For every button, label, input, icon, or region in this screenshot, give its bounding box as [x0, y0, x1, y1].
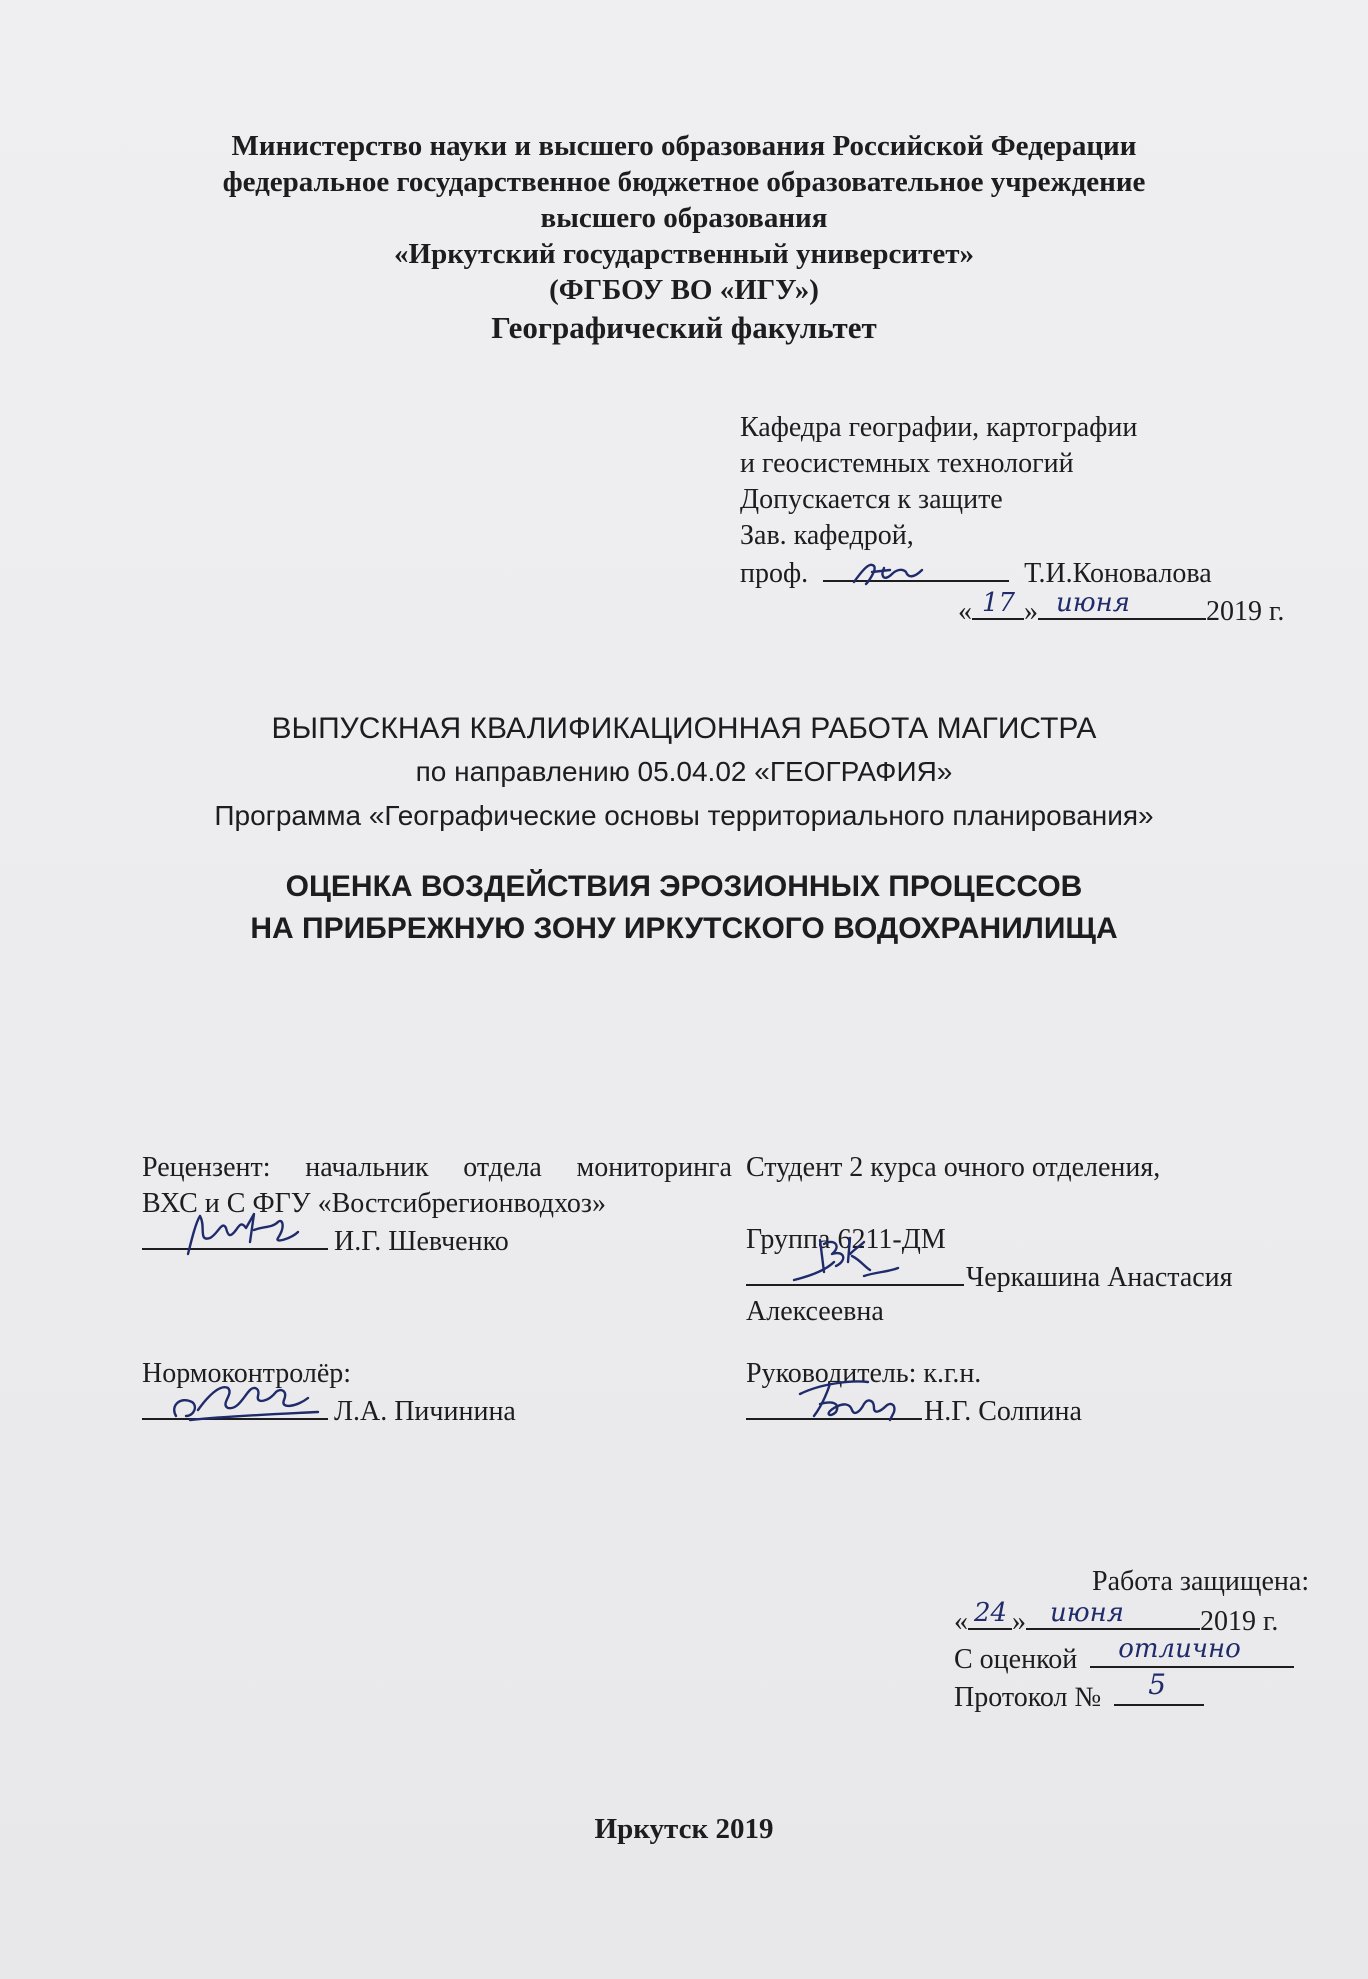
reviewer-organization: ВХС и С ФГУ «Востсибрегионводхоз»	[142, 1188, 606, 1219]
head-name: Т.И.Коновалова	[1024, 558, 1212, 589]
department-line-2: и геосистемных технологий	[740, 448, 1074, 479]
grade-label: С оценкой	[954, 1644, 1078, 1675]
admitted-to-defense: Допускается к защите	[740, 484, 1003, 515]
defense-grade-line	[954, 1634, 1294, 1676]
approval-date-close-quote: »	[1024, 596, 1038, 627]
defense-date-close-quote: »	[1012, 1606, 1026, 1637]
university-name: «Иркутский государственный университет»	[394, 238, 974, 270]
work-direction: по направлению 05.04.02 «ГЕОГРАФИЯ»	[415, 756, 953, 787]
grade-blank	[1090, 1634, 1294, 1668]
head-of-department: Зав. кафедрой,	[740, 520, 914, 551]
education-level-line: высшего образования	[540, 202, 828, 234]
reviewer-word-2: начальник	[305, 1152, 429, 1183]
protocol-label: Протокол №	[954, 1682, 1102, 1713]
normcontrol-signature	[168, 1376, 328, 1428]
reviewer-word-3: отдела	[463, 1152, 542, 1183]
approval-day: 17	[982, 588, 1016, 618]
approval-year: 2019 г.	[1206, 596, 1285, 627]
normcontrol-name: Л.А. Пичинина	[334, 1396, 516, 1427]
student-label: Студент 2 курса очного отделения,	[746, 1152, 1161, 1183]
reviewer-word-1: Рецензент:	[142, 1152, 271, 1183]
faculty-name: Географический факультет	[491, 310, 877, 345]
reviewer-signature	[182, 1208, 302, 1258]
normcontrol-label: Нормоконтролёр:	[142, 1358, 352, 1389]
protocol-value: 5	[1148, 1668, 1167, 1701]
student-signature	[790, 1232, 900, 1292]
approval-month-blank	[1038, 588, 1206, 620]
grade-value: отлично	[1118, 1634, 1241, 1664]
city-year: Иркутск 2019	[594, 1813, 774, 1845]
university-abbreviation: (ФГБОУ ВО «ИГУ»)	[549, 274, 819, 306]
supervisor-name: Н.Г. Солпина	[924, 1396, 1082, 1427]
student-group: Группа 6211-ДМ	[746, 1224, 946, 1255]
defense-month: июня	[1050, 1598, 1124, 1628]
approval-day-blank	[972, 588, 1024, 620]
head-signature	[850, 560, 930, 590]
institution-type-line: федеральное государственное бюджетное образовательное учреждение	[222, 166, 1146, 198]
reviewer-word-4: мониторинга	[576, 1152, 732, 1183]
approval-month: июня	[1056, 588, 1130, 618]
defense-day-blank	[968, 1598, 1012, 1630]
work-type: ВЫПУСКНАЯ КВАЛИФИКАЦИОННАЯ РАБОТА МАГИСТРА	[271, 712, 1097, 745]
student-name-line-1: Черкашина Анастасия	[966, 1262, 1233, 1293]
defense-date-open-quote: «	[954, 1606, 968, 1637]
approval-date-open-quote: «	[958, 596, 972, 627]
defense-date-line	[954, 1598, 1279, 1638]
supervisor-label: Руководитель: к.г.н.	[746, 1358, 982, 1389]
student-name-line-2: Алексеевна	[746, 1296, 884, 1327]
work-title-line-2: НА ПРИБРЕЖНУЮ ЗОНУ ИРКУТСКОГО ВОДОХРАНИЛИЩА	[250, 912, 1118, 945]
defense-year: 2019 г.	[1200, 1606, 1279, 1637]
protocol-blank	[1114, 1668, 1204, 1706]
ministry-line: Министерство науки и высшего образования Российской Федерации	[231, 130, 1137, 162]
head-signature-line	[740, 556, 1212, 590]
supervisor-signature	[790, 1374, 920, 1422]
prof-prefix: проф.	[740, 558, 809, 589]
defense-label: Работа защищена:	[1092, 1566, 1310, 1597]
defense-day: 24	[974, 1598, 1008, 1628]
protocol-line	[954, 1668, 1204, 1714]
defense-month-blank	[1026, 1598, 1200, 1630]
reviewer-label	[142, 1152, 732, 1184]
department-line-1: Кафедра географии, картографии	[740, 412, 1138, 443]
work-title-line-1: ОЦЕНКА ВОЗДЕЙСТВИЯ ЭРОЗИОННЫХ ПРОЦЕССОВ	[285, 870, 1083, 903]
reviewer-name: И.Г. Шевченко	[334, 1226, 509, 1257]
approval-date-line	[958, 588, 1285, 628]
work-program: Программа «Географические основы территориального планирования»	[214, 800, 1154, 831]
